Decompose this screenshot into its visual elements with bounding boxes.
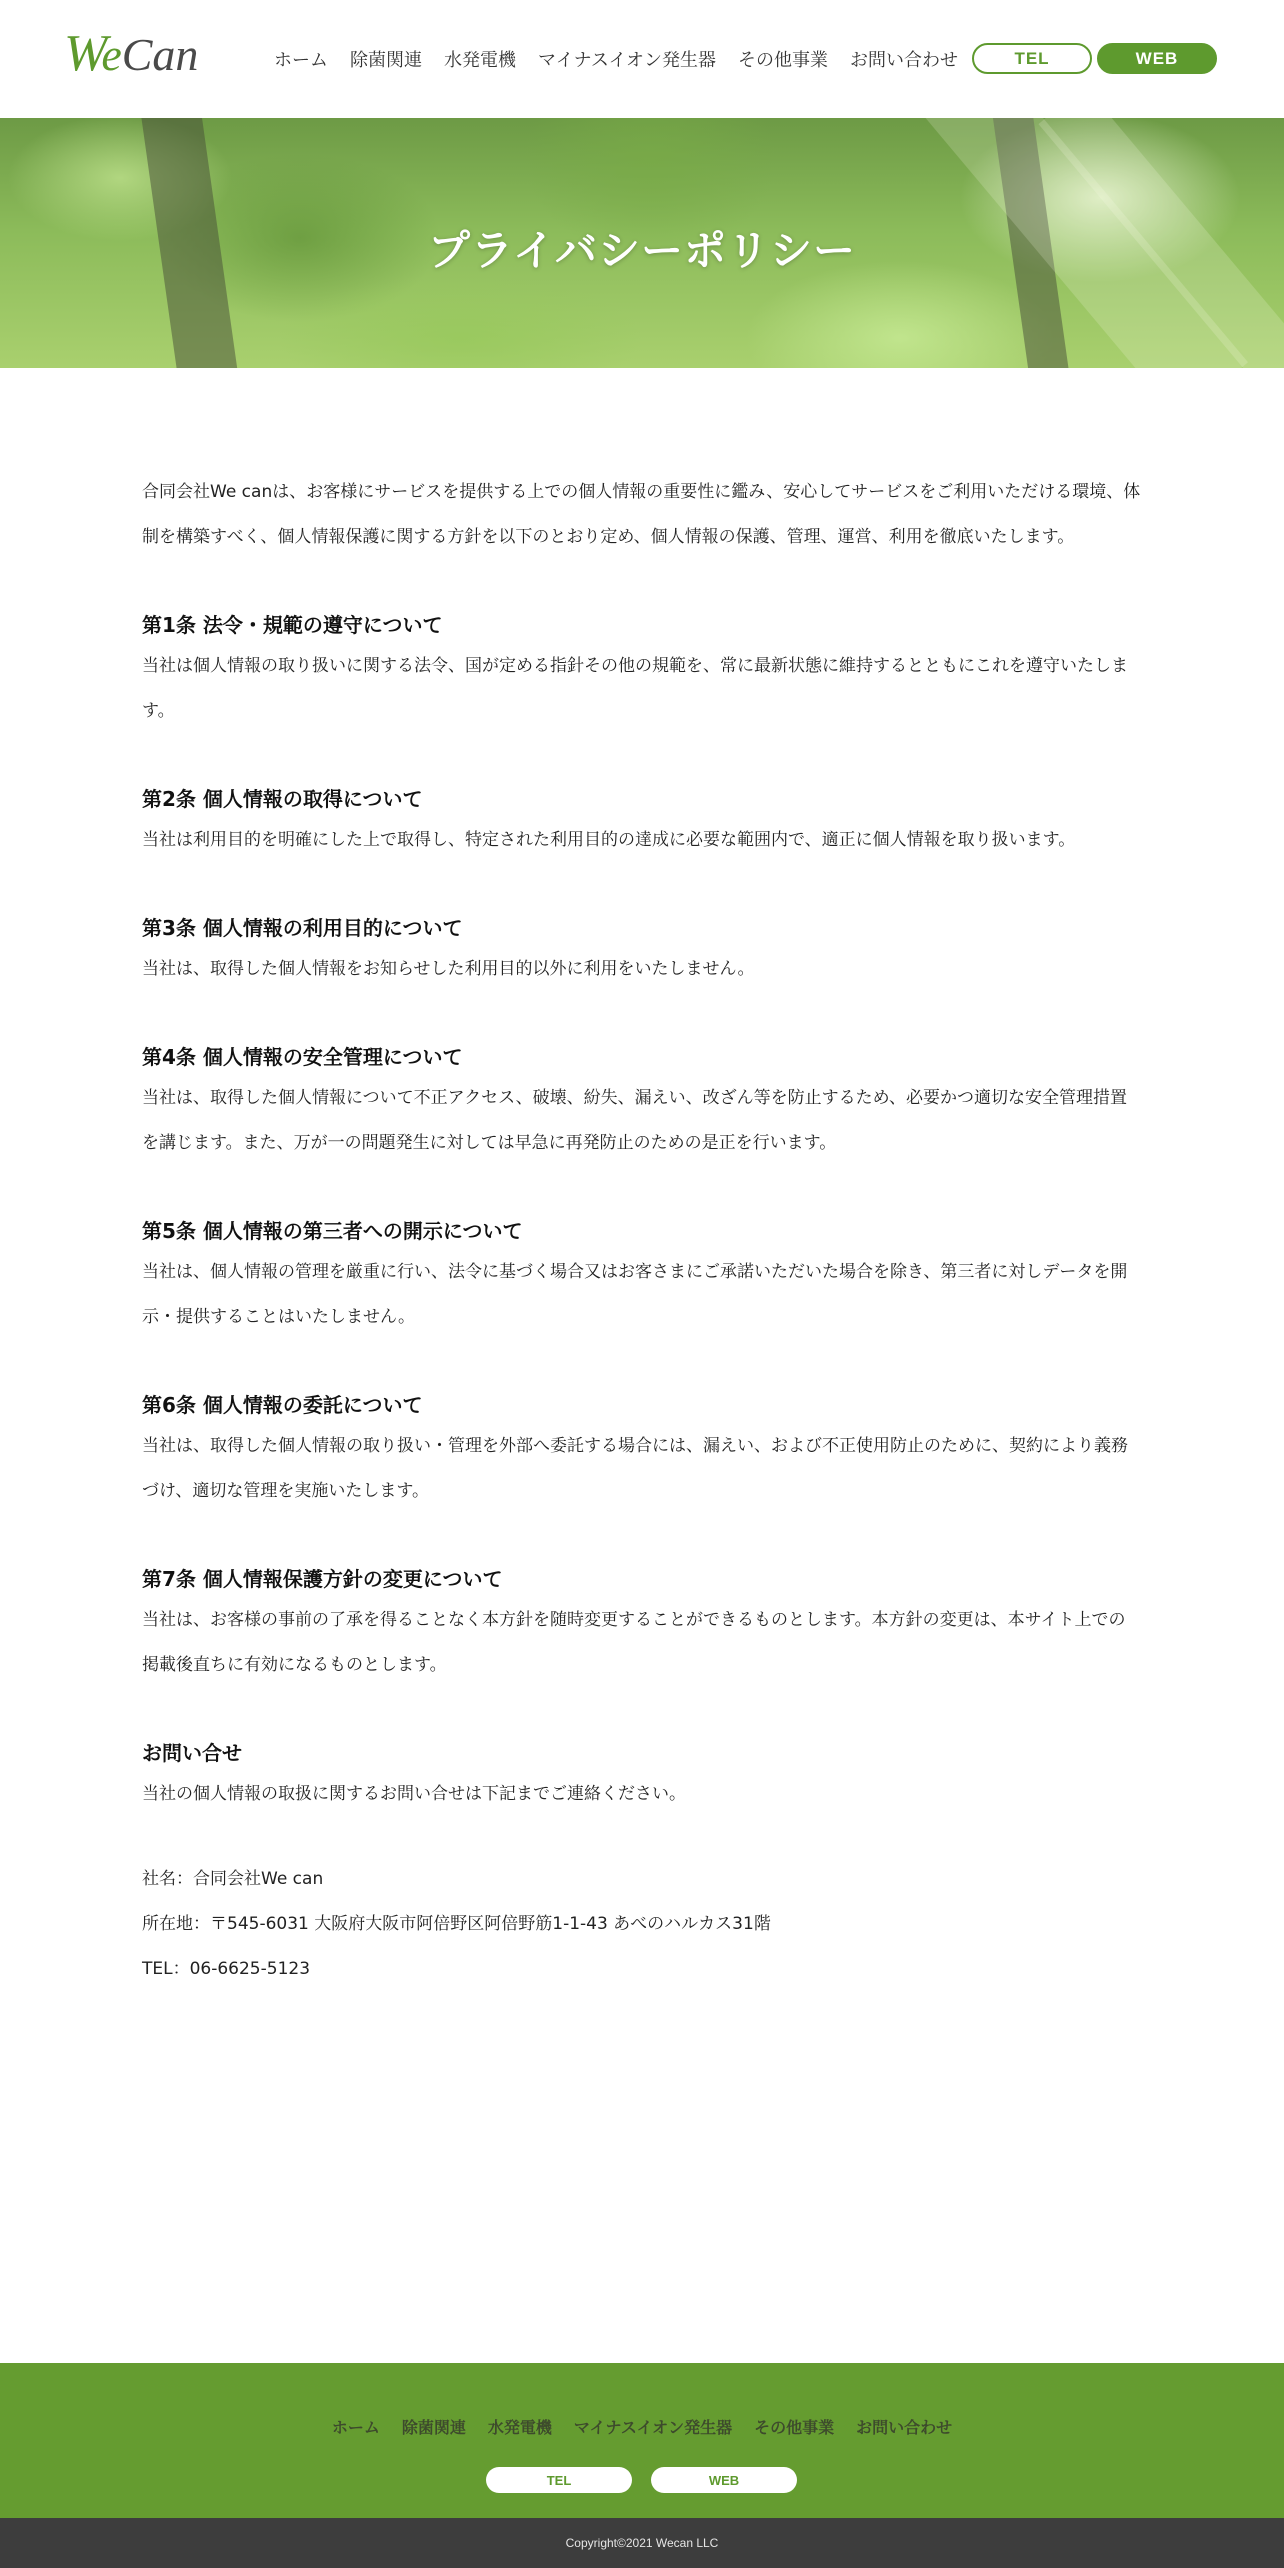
footer-nav-water-generator[interactable]: 水発電機: [487, 2418, 552, 2437]
footer-nav: [0, 2415, 1284, 2438]
policy-section: [142, 784, 1142, 863]
policy-section: [142, 1390, 1142, 1514]
section-heading: お問い合せ: [142, 1741, 242, 1765]
section-body: 当社は利用目的を明確にした上で取得し、特定された利用目的の達成に必要な範囲内で、適正に個人情報を取り扱います。: [142, 830, 1076, 850]
contact-section: [142, 1738, 1142, 1817]
header-tel-button[interactable]: TEL: [972, 43, 1092, 74]
nav-contact[interactable]: お問い合わせ: [850, 50, 959, 71]
logo-e: e: [101, 29, 122, 80]
main-nav: [274, 46, 958, 72]
section-heading: 第4条 個人情報の安全管理について: [142, 1045, 463, 1069]
wecan-logo[interactable]: [64, 25, 199, 82]
policy-section: [142, 610, 1142, 734]
section-heading: 第2条 個人情報の取得について: [142, 787, 423, 811]
section-body: 当社の個人情報の取扱に関するお問い合せは下記までご連絡ください。: [142, 1784, 686, 1804]
policy-section: [142, 1216, 1142, 1340]
site-header: [0, 0, 1284, 118]
header-web-button[interactable]: WEB: [1097, 43, 1217, 74]
site-footer: [0, 2363, 1284, 2518]
logo-w: W: [64, 25, 102, 82]
policy-section: [142, 1564, 1142, 1688]
section-body: 当社は個人情報の取り扱いに関する法令、国が定める指針その他の規範を、常に最新状態に維持するとともにこれを遵守いたします。: [142, 656, 1128, 721]
section-body: 当社は、取得した個人情報について不正アクセス、破壊、紛失、漏えい、改ざん等を防止するため、必要かつ適切な安全管理措置を講じます。また、万が一の問題発生に対しては早急に再発防止のための是正を行います。: [142, 1088, 1127, 1153]
company-name: 社名：合同会社We can: [142, 1869, 324, 1889]
footer-nav-negative-ion-generator[interactable]: マイナスイオン発生器: [573, 2418, 733, 2437]
copyright-bar: Copyright©2021 Wecan LLC: [0, 2518, 1284, 2568]
company-tel: TEL：06-6625-5123: [142, 1959, 311, 1979]
section-body: 当社は、取得した個人情報の取り扱い・管理を外部へ委託する場合には、漏えい、および不正使用防止のために、契約により義務づけ、適切な管理を実施いたします。: [142, 1436, 1128, 1501]
section-heading: 第6条 個人情報の委託について: [142, 1393, 423, 1417]
hero-banner: [0, 118, 1284, 368]
section-body: 当社は、個人情報の管理を厳重に行い、法令に基づく場合又はお客さまにご承諾いただいた場合を除き、第三者に対しデータを開示・提供することはいたしません。: [142, 1262, 1128, 1327]
nav-water-generator[interactable]: 水発電機: [444, 50, 516, 71]
footer-nav-home[interactable]: ホーム: [331, 2418, 380, 2437]
section-heading: 第5条 個人情報の第三者への開示について: [142, 1219, 523, 1243]
page-title: プライバシーポリシー: [428, 226, 856, 275]
company-address: 所在地：〒545-6031 大阪府大阪市阿倍野区阿倍野筋1-1-43 あべのハルカス31階: [142, 1914, 771, 1934]
nav-negative-ion-generator[interactable]: マイナスイオン発生器: [538, 50, 717, 71]
policy-section: [142, 913, 1142, 992]
company-info: [142, 1857, 1142, 1992]
nav-home[interactable]: ホーム: [274, 50, 328, 71]
footer-nav-contact[interactable]: お問い合わせ: [856, 2418, 953, 2437]
policy-content: [142, 470, 1142, 1992]
section-body: 当社は、お客様の事前の了承を得ることなく本方針を随時変更することができるものとします。本方針の変更は、本サイト上での掲載後直ちに有効になるものとします。: [142, 1610, 1126, 1675]
intro-text: 合同会社We canは、お客様にサービスを提供する上での個人情報の重要性に鑑み、安心してサービスをご利用いただける環境、体制を構築すべく、個人情報保護に関する方針を以下のとおり定め、個人情報の保護、管理、運営、利用を徹底いたします。: [142, 482, 1141, 547]
footer-tel-button[interactable]: TEL: [486, 2467, 632, 2493]
section-body: 当社は、取得した個人情報をお知らせした利用目的以外に利用をいたしません。: [142, 959, 755, 979]
policy-section: [142, 1042, 1142, 1166]
section-heading: 第3条 個人情報の利用目的について: [142, 916, 463, 940]
section-heading: 第7条 個人情報保護方針の変更について: [142, 1567, 503, 1591]
nav-sterilization[interactable]: 除菌関連: [350, 50, 422, 71]
logo-can: Can: [121, 29, 199, 80]
nav-other-business[interactable]: その他事業: [738, 50, 829, 71]
section-heading: 第1条 法令・規範の遵守について: [142, 613, 443, 637]
footer-nav-sterilization[interactable]: 除菌関連: [401, 2418, 466, 2437]
footer-web-button[interactable]: WEB: [651, 2467, 797, 2493]
footer-nav-other-business[interactable]: その他事業: [754, 2418, 835, 2437]
